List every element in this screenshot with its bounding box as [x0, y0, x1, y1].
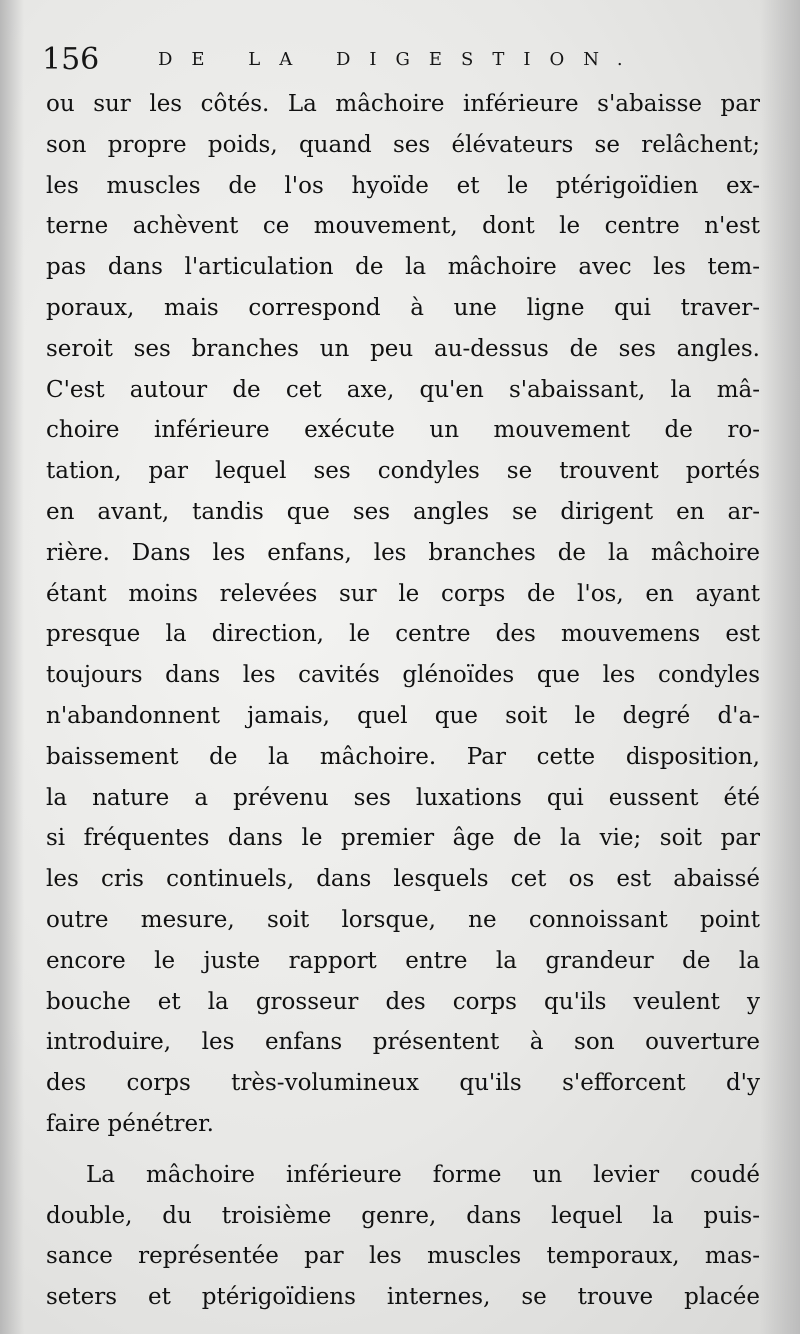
- text-line: si fréquentes dans le premier âge de la vie; soit par: [46, 825, 760, 852]
- text-line: C'est autour de cet axe, qu'en s'abaissant, la mâ-: [46, 376, 760, 403]
- text-line: tation, par lequel ses condyles se trouvent portés: [46, 458, 760, 485]
- text-line: faire pénétrer.: [46, 1110, 214, 1137]
- page-number: 156: [42, 42, 100, 77]
- text-line: outre mesure, soit lorsque, ne connoissant point: [46, 906, 760, 933]
- text-line: seroit ses branches un peu au-dessus de ses angles.: [46, 335, 760, 362]
- text-line: étant moins relevées sur le corps de l'os, en ayant: [46, 580, 760, 607]
- text-line: terne achèvent ce mouvement, dont le centre n'est: [46, 213, 760, 240]
- text-line: sance représentée par les muscles temporaux, mas-: [46, 1243, 760, 1270]
- body-text: [46, 84, 760, 1318]
- paragraph-gap: [46, 1145, 760, 1155]
- text-line: toujours dans les cavités glénoïdes que les condyles: [46, 662, 760, 689]
- text-line: poraux, mais correspond à une ligne qui traver-: [46, 294, 760, 321]
- text-line: les muscles de l'os hyoïde et le ptérigoïdien ex-: [46, 172, 760, 199]
- text-line: La mâchoire inférieure forme un levier coudé: [86, 1161, 760, 1188]
- text-line: choire inférieure exécute un mouvement de ro-: [46, 417, 760, 444]
- page-header: [40, 38, 760, 82]
- text-line: presque la direction, le centre des mouvemens est: [46, 621, 760, 648]
- text-line: bouche et la grosseur des corps qu'ils veulent y: [46, 988, 760, 1015]
- text-line: les cris continuels, dans lesquels cet os est abaissé: [46, 866, 760, 893]
- text-line: baissement de la mâchoire. Par cette disposition,: [46, 743, 760, 770]
- text-line: en avant, tandis que ses angles se dirigent en ar-: [46, 498, 760, 525]
- text-line: encore le juste rapport entre la grandeur de la: [46, 947, 760, 974]
- text-line: des corps très-volumineux qu'ils s'efforcent d'y: [46, 1070, 760, 1097]
- text-line: ou sur les côtés. La mâchoire inférieure s'abaisse par: [46, 91, 760, 117]
- text-line: la nature a prévenu ses luxations qui eussent été: [46, 784, 760, 811]
- paragraph: [46, 1155, 760, 1318]
- text-line: son propre poids, quand ses élévateurs se relâchent;: [46, 131, 760, 158]
- text-line: double, du troisième genre, dans lequel la puis-: [46, 1202, 760, 1229]
- text-line: rière. Dans les enfans, les branches de la mâchoire: [46, 539, 760, 566]
- text-line: introduire, les enfans présentent à son ouverture: [46, 1029, 760, 1056]
- text-line: seters et ptérigoïdiens internes, se trouve placée: [46, 1284, 760, 1311]
- text-line: pas dans l'articulation de la mâchoire avec les tem-: [46, 254, 760, 281]
- paragraph: [46, 84, 760, 1145]
- text-line: n'abandonnent jamais, quel que soit le degré d'a-: [46, 702, 760, 729]
- running-head: DE LA DIGESTION.: [158, 49, 642, 70]
